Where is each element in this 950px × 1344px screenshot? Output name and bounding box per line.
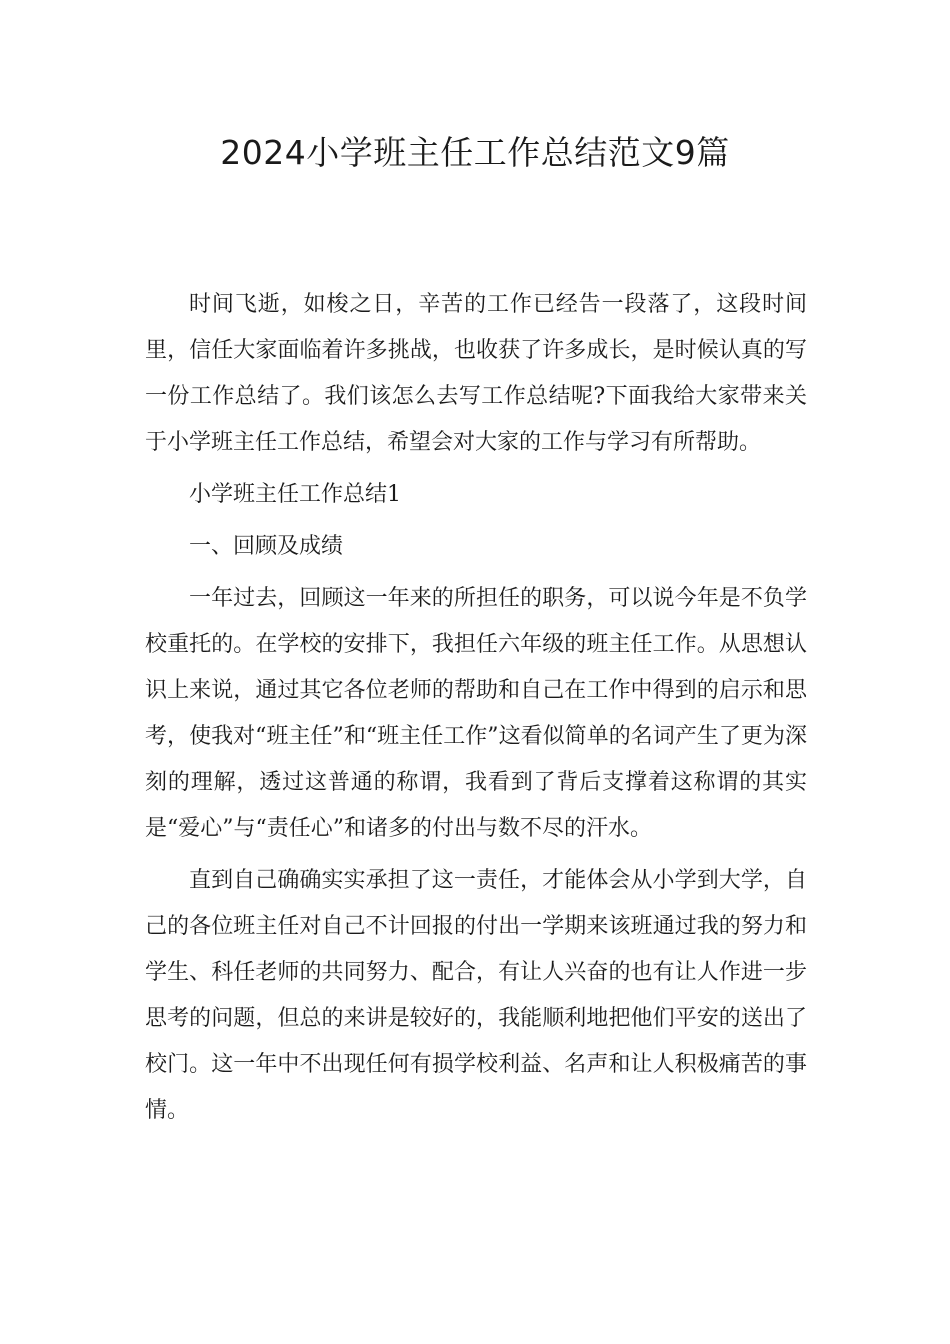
- document-body: [145, 282, 807, 1140]
- document-title: 2024小学班主任工作总结范文9篇: [220, 133, 730, 172]
- intro-paragraph: 时间飞逝，如梭之日，辛苦的工作已经告一段落了，这段时间里，信任大家面临着许多挑战，也收获了许多成长，是时候认真的写一份工作总结了。我们该怎么去写工作总结呢?下面我给大家带来关于小学班主任工作总结，希望会对大家的工作与学习有所帮助。: [145, 292, 807, 455]
- subsection-heading: 一、回顾及成绩: [189, 534, 344, 559]
- body-paragraph: 一年过去，回顾这一年来的所担任的职务，可以说今年是不负学校重托的。在学校的安排下，我担任六年级的班主任工作。从思想认识上来说，通过其它各位老师的帮助和自己在工作中得到的启示和思考，使我对“班主任”和“班主任工作”这看似简单的名词产生了更为深刻的理解，透过这普通的称谓，我看到了背后支撑着这称谓的其实是“爱心”与“责任心”和诸多的付出与数不尽的汗水。: [145, 586, 807, 841]
- section-heading: 小学班主任工作总结1: [189, 482, 401, 507]
- body-paragraph: 直到自己确确实实承担了这一责任，才能体会从小学到大学，自己的各位班主任对自己不计回报的付出一学期来该班通过我的努力和学生、科任老师的共同努力、配合，有让人兴奋的也有让人作进一步思考的问题，但总的来讲是较好的，我能顺利地把他们平安的送出了校门。这一年中不出现任何有损学校利益、名声和让人积极痛苦的事情。: [145, 868, 807, 1123]
